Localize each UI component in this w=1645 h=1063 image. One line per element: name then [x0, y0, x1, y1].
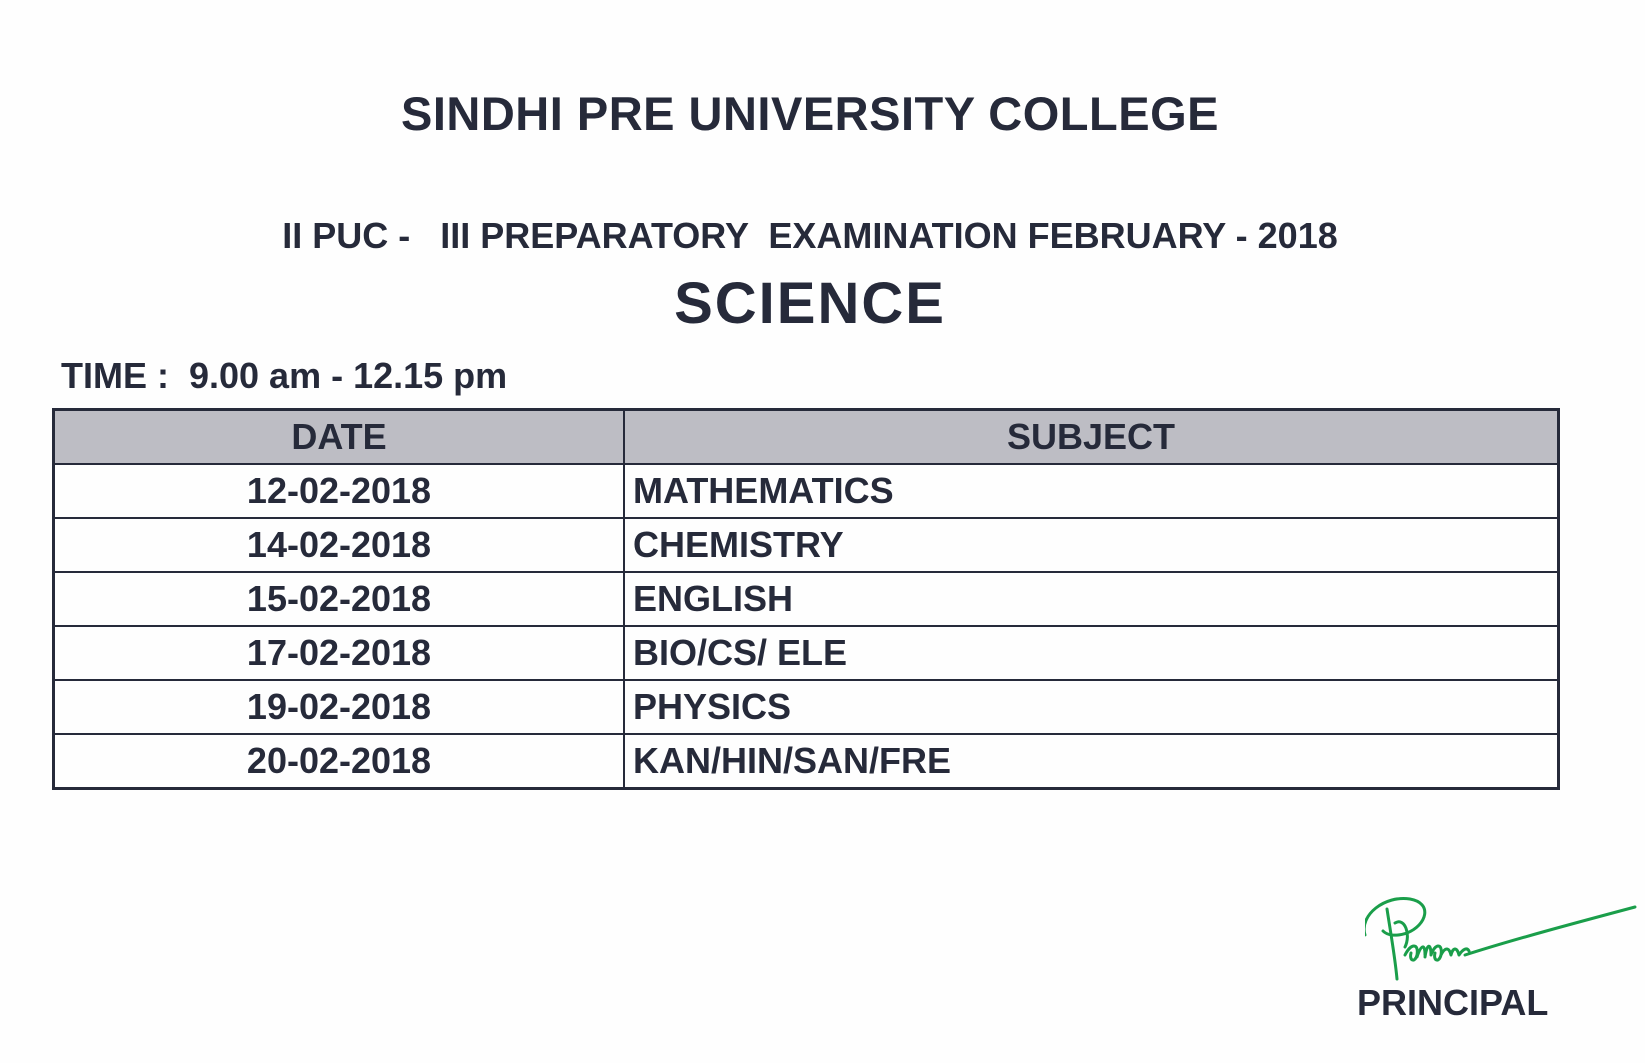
exam-date: 17-02-2018: [54, 626, 625, 680]
exam-time: TIME : 9.00 am - 12.15 pm: [61, 355, 508, 396]
stream-title: SCIENCE: [674, 271, 946, 336]
exam-date: 14-02-2018: [54, 518, 625, 572]
table-row: [54, 464, 1559, 518]
exam-date: 15-02-2018: [54, 572, 625, 626]
table-header-row: [54, 410, 1559, 465]
exam-subject: CHEMISTRY: [624, 518, 1559, 572]
table-row: [54, 680, 1559, 734]
table-row: [54, 626, 1559, 680]
table-row: [54, 518, 1559, 572]
college-title: SINDHI PRE UNIVERSITY COLLEGE: [401, 87, 1219, 140]
table-row: [54, 572, 1559, 626]
exam-title: II PUC - III PREPARATORY EXAMINATION FEBRUARY - 2018: [282, 215, 1338, 256]
column-header-date: DATE: [54, 410, 625, 465]
exam-date: 12-02-2018: [54, 464, 625, 518]
exam-subject: PHYSICS: [624, 680, 1559, 734]
exam-date: 19-02-2018: [54, 680, 625, 734]
table-row: [54, 734, 1559, 789]
exam-subject: BIO/CS/ ELE: [624, 626, 1559, 680]
exam-date: 20-02-2018: [54, 734, 625, 789]
exam-timetable: [52, 408, 1560, 790]
signature-stroke: [1365, 898, 1635, 979]
principal-label: PRINCIPAL: [1357, 982, 1549, 1023]
exam-subject: ENGLISH: [624, 572, 1559, 626]
exam-subject: MATHEMATICS: [624, 464, 1559, 518]
principal-signature: [1365, 895, 1637, 995]
exam-subject: KAN/HIN/SAN/FRE: [624, 734, 1559, 789]
column-header-subject: SUBJECT: [624, 410, 1559, 465]
